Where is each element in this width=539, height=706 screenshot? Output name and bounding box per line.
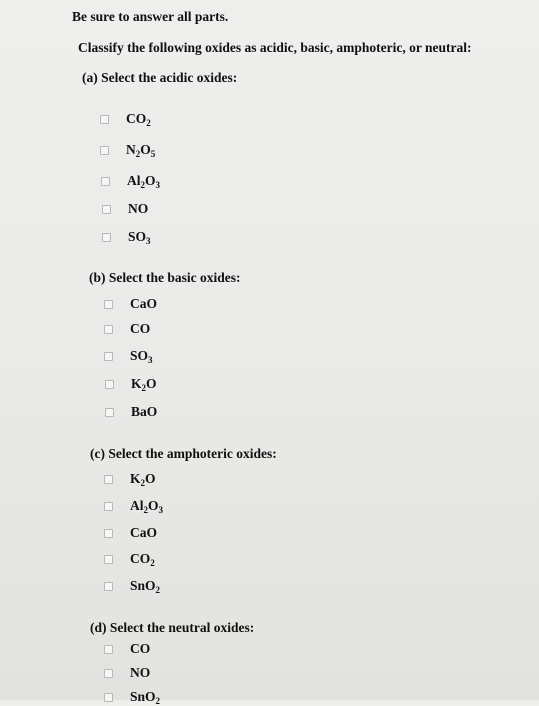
option-label: SnO$_2$ <box>130 577 161 595</box>
checkbox[interactable] <box>101 177 110 186</box>
checkbox[interactable] <box>104 352 113 361</box>
option-c-co2[interactable] <box>104 550 155 568</box>
option-c-cao[interactable] <box>104 524 157 542</box>
checkbox[interactable] <box>102 233 111 242</box>
option-c-sno2[interactable] <box>104 577 160 595</box>
option-a-al2o3[interactable] <box>101 172 160 190</box>
checkbox[interactable] <box>100 146 109 155</box>
question-prompt: Classify the following oxides as acidic, basic, amphoteric, or neutral: <box>78 40 472 55</box>
option-b-k2o[interactable] <box>105 375 157 393</box>
option-a-so3[interactable] <box>102 228 151 246</box>
option-d-sno2[interactable] <box>104 688 160 706</box>
option-label: NO <box>128 201 149 216</box>
option-label: CO <box>130 321 151 336</box>
option-label: SnO$_2$ <box>130 688 161 706</box>
option-c-al2o3[interactable] <box>104 497 163 515</box>
option-label: $CO_2$ <box>126 110 151 128</box>
instructions-text: Be sure to answer all parts. <box>72 9 229 24</box>
option-a-co2[interactable] <box>100 110 151 128</box>
option-label: CO <box>130 641 151 656</box>
option-label: CaO <box>130 525 157 540</box>
option-b-co[interactable] <box>104 320 150 338</box>
section-b-label: (b) Select the basic oxides: <box>89 270 241 285</box>
option-b-bao[interactable] <box>105 403 157 421</box>
option-label: CaO <box>130 296 157 311</box>
checkbox[interactable] <box>102 205 111 214</box>
option-b-cao[interactable] <box>104 295 157 313</box>
option-label: $K_2O$ <box>130 470 156 488</box>
checkbox[interactable] <box>104 475 113 484</box>
checkbox[interactable] <box>104 555 113 564</box>
option-a-n2o5[interactable] <box>100 141 155 159</box>
option-label: $N_2O_5$ <box>126 141 156 159</box>
option-label: $SO_3$ <box>130 347 153 365</box>
checkbox[interactable] <box>105 408 114 417</box>
checkbox[interactable] <box>104 582 113 591</box>
option-b-so3[interactable] <box>104 347 153 365</box>
checkbox[interactable] <box>104 645 113 654</box>
section-c-label: (c) Select the amphoteric oxides: <box>90 446 277 461</box>
checkbox[interactable] <box>104 502 113 511</box>
checkbox[interactable] <box>105 380 114 389</box>
option-label: $Al_2O_3$ <box>127 172 161 190</box>
option-c-k2o[interactable] <box>104 470 156 488</box>
option-label: $Al_2O_3$ <box>130 497 164 515</box>
option-label: BaO <box>131 404 158 419</box>
checkbox[interactable] <box>104 669 113 678</box>
checkbox[interactable] <box>104 693 113 702</box>
option-label: $SO_3$ <box>128 228 151 246</box>
checkbox[interactable] <box>104 300 113 309</box>
option-label: NO <box>130 665 151 680</box>
option-d-no[interactable] <box>104 664 150 682</box>
option-label: $CO_2$ <box>130 550 155 568</box>
option-d-co[interactable] <box>104 640 150 658</box>
option-label: $K_2O$ <box>131 375 157 393</box>
checkbox[interactable] <box>100 115 109 124</box>
option-a-no[interactable] <box>102 200 148 218</box>
section-d-label: (d) Select the neutral oxides: <box>90 620 255 635</box>
checkbox[interactable] <box>104 325 113 334</box>
checkbox[interactable] <box>104 529 113 538</box>
section-a-label: (a) Select the acidic oxides: <box>82 70 238 85</box>
